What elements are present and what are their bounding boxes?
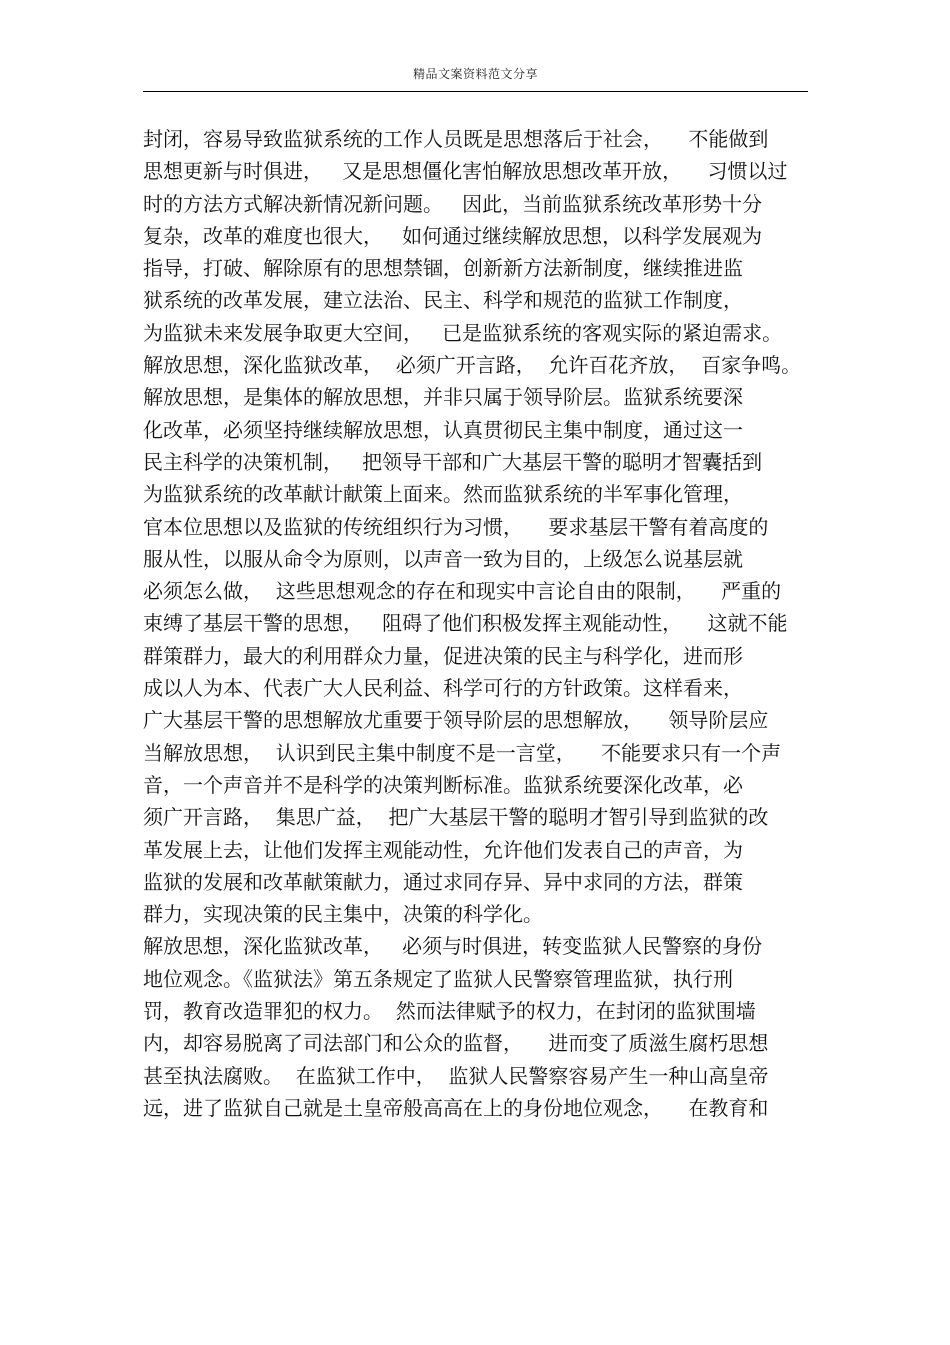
text-line: 罚，教育改造罪犯的权力。 然而法律赋予的权力，在封闭的监狱围墙 <box>143 999 756 1024</box>
text-line: 甚至执法腐败。 在监狱工作中， 监狱人民警察容易产生一种山高皇帝 <box>143 1063 769 1088</box>
text-line: 束缚了基层干警的思想， 阻碍了他们积极发挥主观能动性， 这就不能 <box>143 611 788 636</box>
text-line: 须广开言路， 集思广益， 把广大基层干警的聪明才智引导到监狱的改 <box>143 805 769 830</box>
text-line: 官本位思想以及监狱的传统组织行为习惯， 要求基层干警有着高度的 <box>143 514 769 539</box>
text-line: 解放思想，是集体的解放思想，并非只属于领导阶层。监狱系统要深 <box>143 385 743 410</box>
text-line: 必须怎么做， 这些思想观念的存在和现实中言论自由的限制， 严重的 <box>143 579 782 604</box>
text-line: 远，进了监狱自己就是土皇帝般高高在上的身份地位观念， 在教育和 <box>143 1095 769 1120</box>
text-line: 群策群力，最大的利用群众力量，促进决策的民主与科学化，进而形 <box>143 643 743 668</box>
text-line: 内，却容易脱离了司法部门和公众的监督， 进而变了质滋生腐朽思想 <box>143 1031 769 1056</box>
text-line: 音，一个声音并不是科学的决策判断标准。监狱系统要深化改革，必 <box>143 772 743 797</box>
text-line: 时的方法方式解决新情况新问题。 因此，当前监狱系统改革形势十分 <box>143 191 763 216</box>
text-line: 服从性，以服从命令为原则，以声音一致为目的，上级怎么说基层就 <box>143 546 743 571</box>
text-line: 革发展上去，让他们发挥主观能动性，允许他们发表自己的声音，为 <box>143 837 743 862</box>
text-line: 群力，实现决策的民主集中，决策的科学化。 <box>143 902 543 927</box>
text-line: 思想更新与时俱进， 又是思想僵化害怕解放思想改革开放， 习惯以过 <box>143 159 788 184</box>
text-line: 广大基层干警的思想解放尤重要于领导阶层的思想解放， 领导阶层应 <box>143 708 769 733</box>
text-line: 狱系统的改革发展，建立法治、民主、科学和规范的监狱工作制度， <box>143 288 743 313</box>
text-line: 化改革，必须坚持继续解放思想，认真贯彻民主集中制度，通过这一 <box>143 417 743 442</box>
text-line: 成以人为本、代表广大人民利益、科学可行的方针政策。这样看来， <box>143 676 743 701</box>
text-line: 民主科学的决策机制， 把领导干部和广大基层干警的聪明才智囊括到 <box>143 449 763 474</box>
text-line: 封闭，容易导致监狱系统的工作人员既是思想落后于社会， 不能做到 <box>143 127 769 151</box>
text-line: 解放思想，深化监狱改革， 必须与时俱进，转变监狱人民警察的身份 <box>143 934 763 959</box>
text-line: 监狱的发展和改革献策献力，通过求同存异、异中求同的方法，群策 <box>143 869 743 894</box>
body-text <box>143 123 808 1124</box>
text-line: 地位观念。《监狱法》第五条规定了监狱人民警察管理监狱，执行刑 <box>143 966 733 991</box>
text-line: 为监狱未来发展争取更大空间， 已是监狱系统的客观实际的紧迫需求。 <box>143 320 783 345</box>
text-line: 为监狱系统的改革献计献策上面来。然而监狱系统的半军事化管理， <box>143 482 743 507</box>
text-line: 复杂，改革的难度也很大， 如何通过继续解放思想，以科学发展观为 <box>143 223 763 248</box>
text-line: 解放思想，深化监狱改革， 必须广开言路， 允许百花齐放， 百家争鸣。 <box>143 353 802 378</box>
header-divider <box>143 91 808 92</box>
text-line: 当解放思想， 认识到民主集中制度不是一言堂， 不能要求只有一个声 <box>143 740 782 765</box>
page-header: 精品文案资料范文分享 <box>412 67 538 81</box>
text-line: 指导，打破、解除原有的思想禁锢，创新新方法新制度，继续推进监 <box>143 256 743 281</box>
